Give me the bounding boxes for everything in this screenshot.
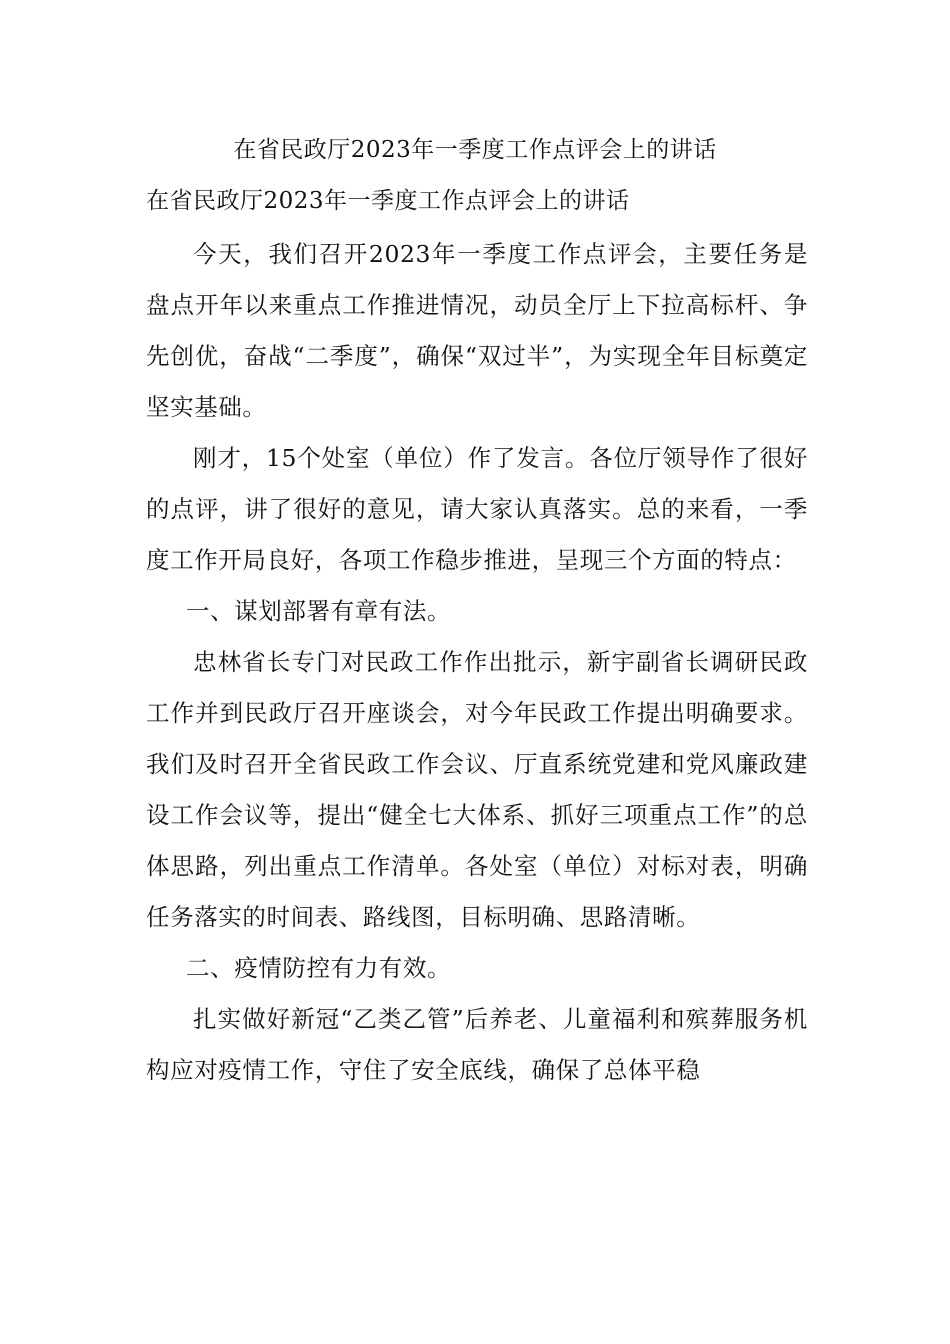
paragraph-section-2: 扎实做好新冠“乙类乙管”后养老、儿童福利和殡葬服务机构应对疫情工作，守住了安全底线，确保了总体平稳 <box>146 1005 808 1084</box>
document-body <box>146 229 808 1096</box>
document-title: 在省民政厅2023年一季度工作点评会上的讲话 <box>233 137 717 163</box>
paragraph-section-1: 忠林省长专门对民政工作作出批示，新宇副省长调研民政工作并到民政厅召开座谈会，对今年民政工作提出明确要求。我们及时召开全省民政工作会议、厅直系统党建和党风廉政建设工作会议等，提出“健全七大体系、抓好三项重点工作”的总体思路，列出重点工作清单。各处室（单位）对标对表，明确任务落实的时间表、路线图，目标明确、思路清晰。 <box>146 648 808 931</box>
document-subtitle: 在省民政厅2023年一季度工作点评会上的讲话 <box>146 188 630 214</box>
section-heading-2: 二、疫情防控有力有效。 <box>186 954 452 982</box>
paragraph-intro: 今天，我们召开2023年一季度工作点评会，主要任务是盘点开年以来重点工作推进情况，动员全厅上下拉高标杆、争先创优，奋战“二季度”，确保“双过半”，为实现全年目标奠定坚实基础。 <box>146 240 808 421</box>
paragraph-summary: 刚才，15个处室（单位）作了发言。各位厅领导作了很好的点评，讲了很好的意见，请大家认真落实。总的来看，一季度工作开局良好，各项工作稳步推进，呈现三个方面的特点： <box>146 444 808 574</box>
section-heading-1: 一、谋划部署有章有法。 <box>186 597 452 625</box>
